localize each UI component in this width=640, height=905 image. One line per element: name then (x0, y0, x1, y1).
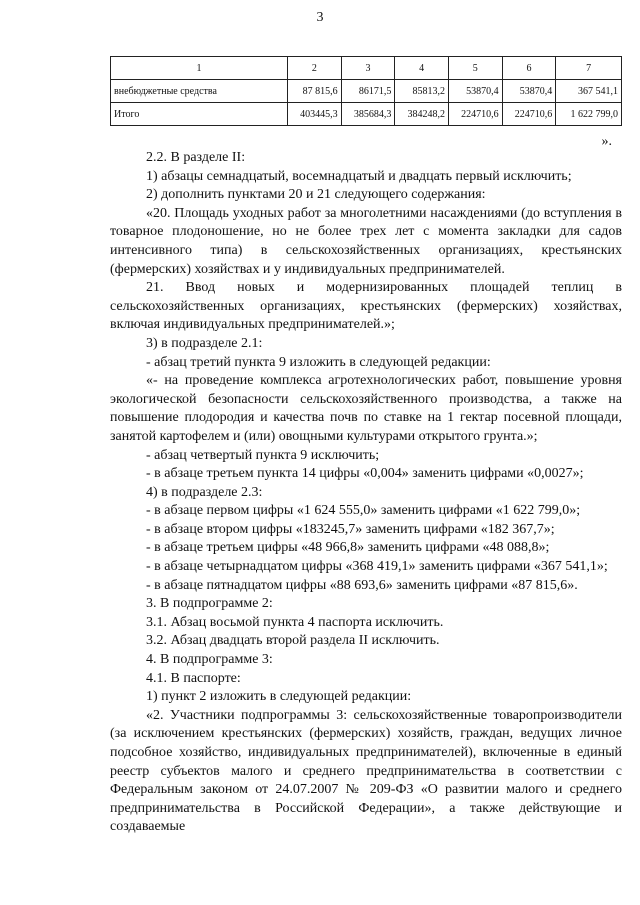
paragraph: 1) пункт 2 изложить в следующей редакции: (146, 689, 412, 705)
table-cell: 53870,4 (502, 80, 556, 103)
table-closing-quote: ». (601, 134, 612, 149)
table-cell: 87 815,6 (288, 80, 342, 103)
table-header-cell: 4 (395, 57, 449, 80)
paragraph: 3. В подпрограмме 2: (146, 596, 273, 612)
table-cell: 403445,3 (288, 103, 342, 126)
table-header-cell: 1 (111, 57, 288, 80)
paragraph: «2. Участники подпрограммы 3: сельскохозяйственные товаропроизводители (за исключением крестьянских (фермерских) хозяйств, граждан, ведущих личное подсобное хозяйство, индивидуальных предпринимателей), включенные в единый реестр субъектов малого и среднего предпринимательства в соответствии с Федеральным законом от 24.07.2007 № 209-ФЗ «О развитии малого и среднего предпринимательства в Российской Федерации», а также действующие и создаваемые (110, 707, 622, 835)
table-cell: 385684,3 (341, 103, 395, 126)
table-cell: 85813,2 (395, 80, 449, 103)
paragraph: - в абзаце третьем пункта 14 цифры «0,004» заменить цифрами «0,0027»; (146, 466, 584, 482)
paragraph: 3) в подразделе 2.1: (146, 335, 263, 351)
paragraph: «20. Площадь уходных работ за многолетними насаждениями (до вступления в товарное плодоношение, но не более трех лет с момента закладки для садов интенсивного типа) в сельскохозяйственных организациях, крестьянских (фермерских) хозяйствах и у индивидуальных предпринимателей. (110, 205, 622, 277)
paragraph: - в абзаце втором цифры «183245,7» заменить цифрами «182 367,7»; (146, 521, 555, 537)
table-cell: 86171,5 (341, 80, 395, 103)
table-cell: 224710,6 (502, 103, 556, 126)
table-row (111, 103, 622, 126)
paragraph: 2) дополнить пунктами 20 и 21 следующего содержания: (146, 187, 486, 203)
table-header-cell: 5 (448, 57, 502, 80)
table-cell: 1 622 799,0 (556, 103, 622, 126)
paragraph: 21. Ввод новых и модернизированных площадей теплиц в сельскохозяйственных организациях, крестьянских (фермерских) хозяйствах, включая индивидуальных предпринимателей.»; (110, 280, 622, 333)
paragraph: - в абзаце третьем цифры «48 966,8» заменить цифрами «48 088,8»; (146, 540, 550, 556)
paragraph: - в абзаце пятнадцатом цифры «88 693,6» заменить цифрами «87 815,6». (146, 577, 578, 593)
table-cell: 367 541,1 (556, 80, 622, 103)
table-header-cell: 6 (502, 57, 556, 80)
page-number: 3 (316, 10, 324, 25)
paragraph: 4) в подразделе 2.3: (146, 484, 263, 500)
table-header-cell: 3 (341, 57, 395, 80)
table-cell: 384248,2 (395, 103, 449, 126)
budget-table (110, 56, 622, 126)
table-row (111, 80, 622, 103)
table-cell: 224710,6 (448, 103, 502, 126)
paragraph: «- на проведение комплекса агротехнологических работ, повышение уровня экологической безопасности сельскохозяйственного производства, а также на повышение плодородия и качества почв по ставке на 1 гектар посевной площади, занятой картофелем и (или) овощными культурами открытого грунта.»; (110, 373, 622, 444)
paragraph: 1) абзацы семнадцатый, восемнадцатый и двадцать первый исключить; (146, 168, 572, 184)
table-row-label: внебюджетные средства (111, 80, 288, 103)
paragraph: 3.2. Абзац двадцать второй раздела II исключить. (146, 633, 440, 649)
paragraph: - абзац третий пункта 9 изложить в следующей редакции: (146, 354, 491, 370)
paragraph: 2.2. В разделе II: (146, 150, 246, 165)
paragraph: 3.1. Абзац восьмой пункта 4 паспорта исключить. (146, 614, 444, 630)
table-header-row (111, 57, 622, 80)
paragraph: 4.1. В паспорте: (146, 670, 241, 686)
paragraph: 4. В подпрограмме 3: (146, 652, 273, 668)
paragraph: - в абзаце первом цифры «1 624 555,0» заменить цифрами «1 622 799,0»; (146, 503, 581, 519)
paragraph: - в абзаце четырнадцатом цифры «368 419,1» заменить цифрами «367 541,1»; (146, 559, 608, 575)
table-header-cell: 2 (288, 57, 342, 80)
table-row-label: Итого (111, 103, 288, 126)
table-header-cell: 7 (556, 57, 622, 80)
paragraph: - абзац четвертый пункта 9 исключить; (146, 447, 380, 463)
document-body (110, 149, 622, 837)
table-cell: 53870,4 (448, 80, 502, 103)
